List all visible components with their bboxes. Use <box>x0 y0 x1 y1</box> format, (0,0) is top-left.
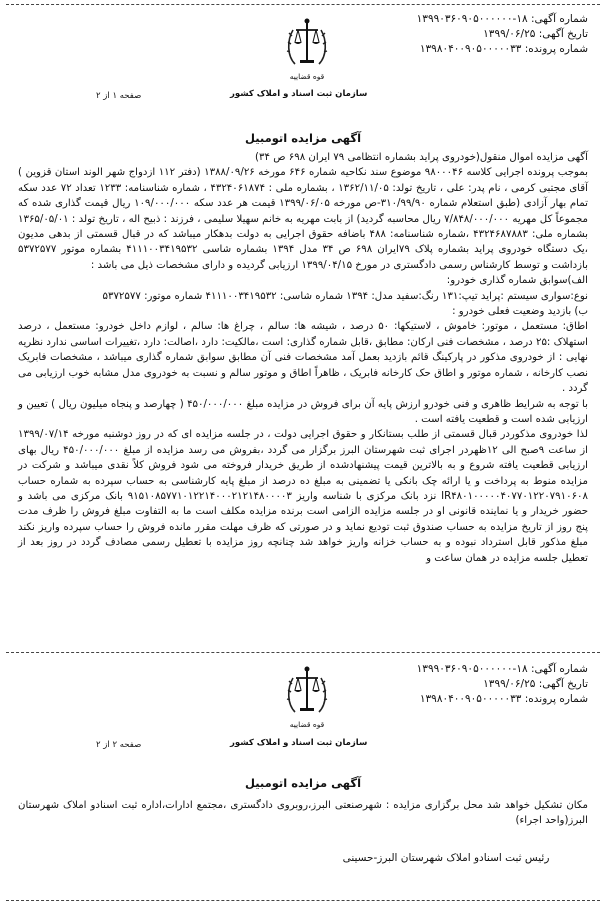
signature: رئیس ثبت اسنادو املاک شهرستان البرز-حسینی <box>342 852 550 864</box>
organization-name: سازمان ثبت اسناد و املاک کشور <box>230 89 368 99</box>
case-number: شماره پرونده: ۱۳۹۸۰۴۰۰۹۰۵۰۰۰۰۰۳۳ <box>419 693 588 705</box>
notice-paragraph: الف)سوابق شماره گذاری خودرو: <box>446 275 588 287</box>
notice-section-2 <box>0 652 606 924</box>
notice-paragraph: ب) بازدید وضعیت فعلی خودرو : <box>452 306 588 318</box>
notice-title: آگهی مزایده اتومبیل <box>244 776 362 790</box>
notice-paragraph: اطاق: مستعمل ، موتور: خاموش ، لاستیکها: ۵۰ درصد ، شیشه ها: سالم ، چراغ ها: سالم ، لوازم داخل خودرو: مستعمل ، درصد استهلاک :۲۵ درصد ، مشخصات فنی ارکان: مطابق ،قابل شماره گذاری: است ،مالکیت: دارد ،اصالت: دارد ،تغییرات اساسی ندارد نظریه نهایی : از خودروی مذکور در پارکینگ قائم بازدید بعمل آمد مشخصات فنی آن مطابق سوابق شماره گذاری میباشد ، مشخصات فابریک نصب کارخانه ، شماره موتور و اطاق حک کارخانه فابریک ، ظاهراً اطاق و موتور سالم و نسبت به خودروی مدل مشابه خوب ارزیابی می گردد . <box>18 321 589 395</box>
bottom-dashed-divider <box>6 900 600 901</box>
notice-paragraph: بموجب پرونده اجرایی کلاسه ۹۸۰۰۰۴۶ موضوع سند نکاحیه شماره ۶۴۶ مورخه ۱۳۸۸/۰۹/۲۶ (دفتر ۱۱۲ ازدواج شهر الوند استان قزوین ) آقای مجتبی کرمی ، نام پدر: علی ، تاریخ تولد: ۱۳۶۲/۱۱/۰۵ ، بشماره ملی : ۴۳۲۴۰۶۱۸۷۴ ، شماره شناسنامه: ۱۲۳۳ تعداد ۷۲ عدد سکه تمام بهار آزادی (طبق استعلام شماره ۳۱۰/۹۹/۹۰-ص مورخه ۱۳۹۹/۰۶/۰۵ قیمت هر عدد سکه ۱۰۹/۰۰۰/۰۰۰ ریال قیمت گذاری شده که مجموعاً کل مهریه ۷/۸۴۸/۰۰۰/۰۰۰ ریال محاسبه گردید) از بابت مهریه به خانم سهیلا سلیمی ، فرزند : ذبیح اله ، تاریخ تولد : ۱۳۶۵/۰۵/۰۱ بشماره ملی: ۴۳۲۴۶۸۷۸۸۳ ،شماره شناسنامه: ۴۸۸ باضافه حقوق اجرایی به دولت بدهکار میباشد که در قبال قسمتی از بدهی مدیون ،یک دستگاه خودروی پراید بشماره پلاک ۷۹ایران ۶۹۸ ص ۳۴ مدل ۱۳۹۴ بشماره شاسی ۴۱۱۱۰۰۳۴۱۹۵۳۲ بشماره موتور ۵۳۷۲۵۷۷ بازداشت و توسط کارشناس رسمی دادگستری در مورخ ۱۳۹۹/۰۴/۱۵ ارزیابی گردیده و دارای مشخصات ذیل می باشد : <box>18 167 589 271</box>
page-label: صفحه ۲ از ۲ <box>96 740 142 750</box>
notice-meta <box>417 12 588 57</box>
ad-date: تاریخ آگهی: ۱۳۹۹/۰۶/۲۵ <box>483 678 588 690</box>
notice-meta <box>417 662 588 707</box>
notice-paragraph: لذا خودروی مذکوردر قبال قسمتی از طلب بستانکار و حقوق اجرایی دولت ، در جلسه مزایده ای که در روز دوشنبه مورخه ۱۳۹۹/۰۷/۱۴ از ساعت ۹صبح الی ۱۲ظهردر اجرای ثبت شهرستان البرز برگزار می گردد ،بفروش می رسد مزایده از مبلغ ۴۵۰/۰۰۰/۰۰۰ ریال بهای ارزیابی قطعیت یافته شروع و به بالاترین قیمت پیشنهادشده از طریق خریدار فروخته می شود فروش کلاً نقدی میباشد و شرکت در مزایده منوط به پرداخت و یا ارائه چک بانکی یا تضمینی به مبلغ ده درصد از مبلغ پایه کارشناسی به حساب سپرده به شماره حساب IR۴۸۰۱۰۰۰۰۰۴۰۷۷۰۱۲۲۰۷۹۱۰۶۰۸ نزد بانک مرکزی با شناسه واریز ۹۱۵۱۰۸۵۷۷۱۰۱۲۲۱۴۰۰۰۲۱۲۱۴۸۰۰۰۰۳ بانک مرکزی می باشد و حضور خریدار و یا نماینده قانونی او در جلسه مزایده الزامی است برنده مزایده مکلف است ما به التفاوت مبلغ فروش را ظرف مدت پنج روز از تاریخ مزایده به حساب صندوق ثبت تودیع نماید و در صورتی که ظرف مهلت مقرر مانده فروش را حساب سپرده واریز نکند مبلغ مذکور قابل استرداد نبوده و به حساب خزانه واریز خواهد شد چنانچه روز مزایده با تعطیل رسمی مصادف گردد در روز بعد از تعطیل جلسه مزایده در همان ساعت و <box>18 429 588 564</box>
emblem-caption: قوه قضاییه <box>289 720 325 729</box>
notice-paragraph: آگهی مزایده اموال منقول(خودروی پراید بشماره انتظامی ۷۹ ایران ۶۹۸ ص ۳۴) <box>255 152 588 163</box>
section-dashed-divider <box>6 652 600 653</box>
case-number: شماره پرونده: ۱۳۹۸۰۴۰۰۹۰۵۰۰۰۰۰۳۳ <box>419 43 588 55</box>
judiciary-emblem <box>277 14 337 82</box>
scales-of-justice-icon <box>285 662 329 720</box>
top-dashed-divider <box>6 4 600 5</box>
notice-body <box>18 150 588 566</box>
notice-paragraph: نوع:سواری سیستم :پراید تیپ:۱۳۱ رنگ:سفید مدل: ۱۳۹۴ شماره شاسی: ۴۱۱۱۰۰۳۴۱۹۵۳۲ شماره موتور: ۵۳۷۲۵۷۷ <box>102 290 588 302</box>
notice-title: آگهی مزایده اتومبیل <box>244 131 362 145</box>
notice-paragraph: با توجه به شرایط ظاهری و فنی خودرو ارزش پایه آن برای فروش در مزایده مبلغ ۴۵۰/۰۰۰/۰۰۰ ( چهارصد و پنجاه میلیون ریال ) تعیین و ارزیابی شده است و قطعیت یافته است . <box>18 398 589 425</box>
emblem-caption: قوه قضاییه <box>289 72 325 81</box>
ad-date: تاریخ آگهی: ۱۳۹۹/۰۶/۲۵ <box>483 28 588 40</box>
scales-of-justice-icon <box>285 14 329 72</box>
notice-paragraph: مکان تشکیل خواهد شد محل برگزاری مزایده : شهرصنعتی البرز،روبروی دادگستری ،مجتمع ادارات،اداره ثبت اسنادو املاک شهرستان البرز(واحد اجراء) <box>18 800 588 827</box>
judiciary-emblem <box>277 662 337 730</box>
notice-body <box>18 798 588 829</box>
page-label: صفحه ۱ از ۲ <box>96 91 142 101</box>
organization-name: سازمان ثبت اسناد و املاک کشور <box>230 738 368 748</box>
ad-number: شماره آگهی: ۱۸-۱۳۹۹۰۳۶۰۹۰۵۰۰۰۰۰۰ <box>416 663 588 675</box>
ad-number: شماره آگهی: ۱۸-۱۳۹۹۰۳۶۰۹۰۵۰۰۰۰۰۰ <box>416 13 588 25</box>
